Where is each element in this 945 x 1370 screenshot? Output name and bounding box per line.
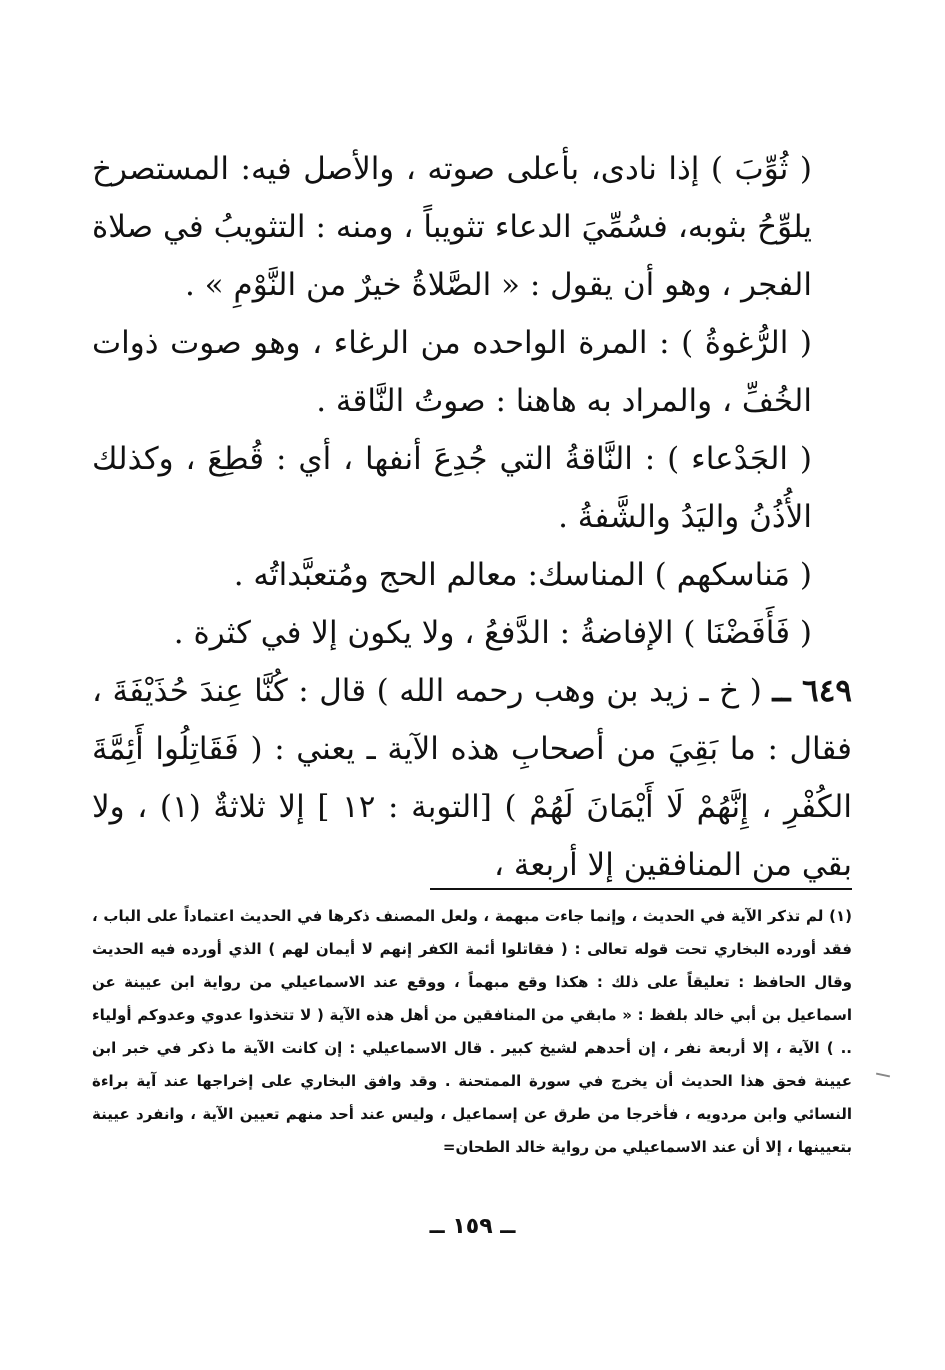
paragraph-rughwa: ( الرُّغوةُ ) : المرة الواحده من الرغاء ، وهو صوت ذوات الخُفِّ ، والمراد به هاهنا : صوتُ النَّاقة . [92,325,812,419]
hadith-text: ( خ ـ زيد بن وهب رحمه الله ) قال : كُنَّا عِندَ حُذَيْفَةَ ، فقال : ما بَقِيَ من أصحابِ هذه الآية ـ يعني : ( فَقَاتِلُوا أَئِمَّةَ الكُفْرِ ، إِنَّهُمْ لَا أَيْمَانَ لَهُمْ ) [التوبة : ١٢ ] إلا ثلاثةٌ (١) ، ولا بقي من المنافقين إلا أربعة ، [92,673,852,883]
hadith-number: ٦٤٩ ــ [772,673,852,709]
paragraph-manasik: ( مَناسكهم ) المناسك: معالم الحج ومُتعبَّداتُه . [233,557,812,593]
paragraph-jadaa: ( الجَدْعاء ) : النَّاقةُ التي جُدِعَ أنفها ، أي : قُطِعَ ، وكذلك الأُذُنُ واليَدُ والشَّفةُ . [92,441,812,535]
footnote-divider [430,888,852,890]
paragraph-tathwib: ( ثُوِّبَ ) إذا نادى، بأعلى صوته ، والأصل فيه: المستصرخ يلوِّحُ بثوبه، فسُمِّيَ الدعاء تثويباً ، ومنه : التثويبُ في صلاة الفجر ، وهو أن يقول : « الصَّلاةُ خيرٌ من النَّوْمِ » . [92,151,812,303]
margin-mark [876,1073,890,1078]
paragraph-afadna: ( فَأَفَضْنَا ) الإفاضةُ : الدَّفعُ ، ولا يكون إلا في كثرة . [173,615,812,651]
footnotes [92,900,852,1164]
page-number: ــ ١٥٩ ــ [429,1214,516,1239]
hadith-paragraph [92,662,852,894]
footnote-1: (١) لم تذكر الآية في الحديث ، وإنما جاءت مبهمة ، ولعل المصنف ذكرها في الحديث اعتماداً على الباب ، فقد أورده البخاري تحت قوله تعالى : ( فقاتلوا أئمة الكفر إنهم لا أيمان لهم ) الذي أورده فيه الحديث وقال الحافظ : تعليقاً على ذلك : هكذا وقع مبهماً ، ووقع عند الاسماعيلي من رواية ابن عيينة عن اسماعيل بن أبي خالد بلفظ : « مابقي من المنافقين من أهل هذه الآية ( لا تتخذوا عدوي وعدوكم أولياء .. ) الآية ، إلا أربعة نفر ، إن أحدهم لشيخ كبير . قال الاسماعيلي : إن كانت الآية ما ذكر في خبر ابن عيينة فحق هذا الحديث أن يخرج في سورة الممتحنة . وقد وافق البخاري على إخراجها عند آية براءة النسائي وابن مردويه ، فأخرجا من طرق عن إسماعيل ، وليس عند أحد منهم تعيين الآية ، وانفرد عيينة بتعيينها ، إلا أن عند الاسماعيلي من رواية خالد الطحان= [92,907,852,1156]
main-text [92,140,852,894]
